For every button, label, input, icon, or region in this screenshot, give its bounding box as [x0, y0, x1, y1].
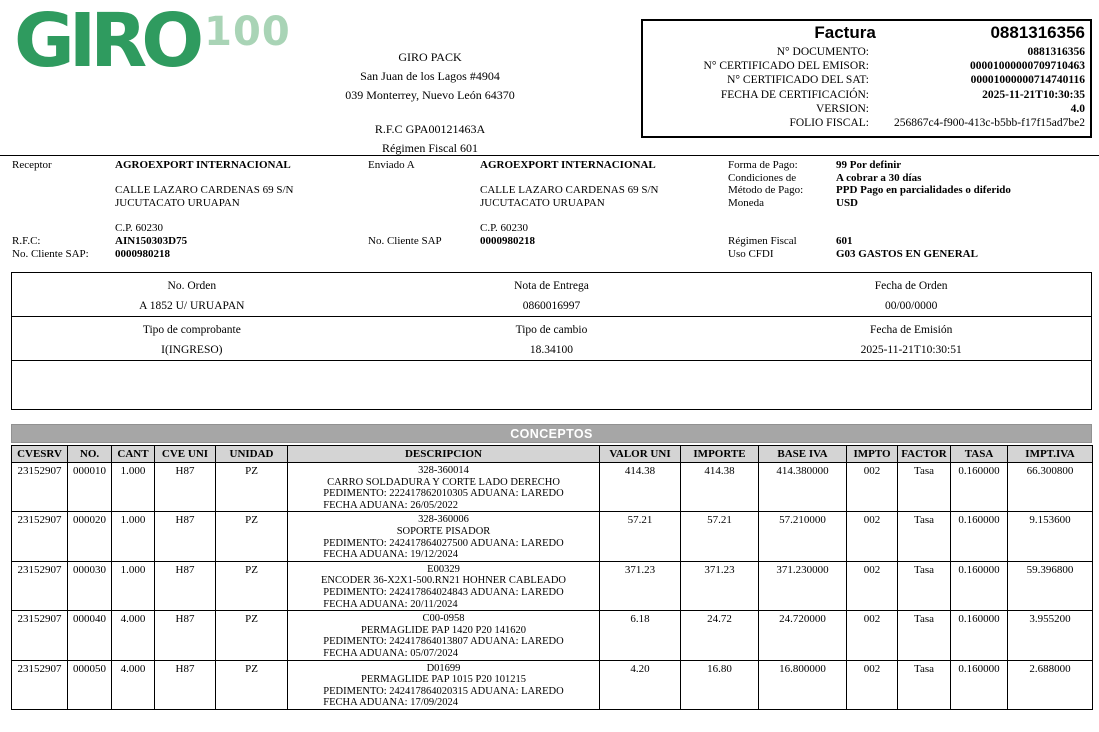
field-value-cert-sat: 00001000000714740116 [970, 74, 1085, 87]
col-header-valor-uni: VALOR UNI [600, 446, 681, 463]
company-logo [14, 0, 291, 84]
enviado-block [368, 159, 730, 248]
col-header-unidad: UNIDAD [216, 446, 288, 463]
field-label-version: VERSION: [815, 102, 869, 115]
invoice-number: 0881316356 [990, 23, 1085, 42]
regimen-fiscal-value: 601 [836, 235, 853, 248]
col-header-cvesrv: CVESRV [12, 446, 68, 463]
desc-code: 328-360014 [418, 465, 469, 476]
cell-tasa: 0.160000 [951, 512, 1008, 561]
conceptos-table [11, 445, 1093, 710]
cell-cvesrv: 23152907 [12, 611, 68, 660]
table-header-row [12, 446, 1093, 463]
desc-code: C00-0958 [422, 613, 465, 625]
desc-fecha-aduana: FECHA ADUANA: 26/05/2022 [323, 499, 459, 511]
uso-cfdi-label: Uso CFDI [728, 247, 774, 260]
cell-unidad: PZ [216, 463, 288, 512]
col-header-cve-uni: CVE UNI [155, 446, 216, 463]
desc-fecha-aduana: FECHA ADUANA: 19/12/2024 [323, 549, 459, 561]
cell-unidad: PZ [216, 660, 288, 709]
cell-base-iva: 24.720000 [759, 611, 847, 660]
moneda-label: Moneda [728, 197, 765, 210]
cell-cvesrv: 23152907 [12, 561, 68, 610]
cell-cant: 1.000 [112, 512, 155, 561]
desc-fecha-aduana: FECHA ADUANA: 05/07/2024 [323, 647, 459, 659]
cell-no: 000050 [68, 660, 112, 709]
field-label-documento: N° DOCUMENTO: [776, 46, 869, 58]
desc-fecha-aduana: FECHA ADUANA: 20/11/2024 [323, 598, 458, 610]
desc-pedimento: PEDIMENTO: 242417864013807 ADUANA: LAREDO [323, 636, 564, 648]
desc-code: E00329 [427, 563, 460, 575]
desc-pedimento: PEDIMENTO: 242417864024843 ADUANA: LAREDO [323, 586, 564, 598]
enviado-address-2: JUCUTACATO URUAPAN [480, 197, 605, 210]
fecha-orden-label: Fecha de Orden [874, 280, 948, 292]
tipo-cambio-value: 18.34100 [529, 344, 574, 356]
receptor-sap: 0000980218 [115, 247, 170, 260]
emitter-info [278, 48, 582, 158]
col-header-importe: IMPORTE [681, 446, 759, 463]
cell-descripcion [288, 611, 600, 660]
cell-impt-iva: 2.688000 [1008, 660, 1093, 709]
receptor-address-1: CALLE LAZARO CARDENAS 69 S/N [115, 184, 294, 197]
emitter-address-2: 039 Monterrey, Nuevo León 64370 [345, 88, 515, 102]
regimen-fiscal-label: Régimen Fiscal [728, 235, 797, 248]
cell-descripcion [288, 660, 600, 709]
cell-cve-uni: H87 [155, 611, 216, 660]
desc-name: CARRO SOLDADURA Y CORTE LADO DERECHO [327, 476, 560, 488]
cell-cve-uni: H87 [155, 660, 216, 709]
cell-valor-uni: 6.18 [600, 611, 681, 660]
table-row [12, 512, 1093, 561]
emitter-name: GIRO PACK [398, 50, 462, 64]
cell-unidad: PZ [216, 512, 288, 561]
field-label-fecha-cert: FECHA DE CERTIFICACIÓN: [720, 88, 869, 101]
invoice-title: Factura [814, 23, 876, 42]
cell-factor: Tasa [898, 561, 951, 610]
cell-descripcion [288, 561, 600, 610]
conceptos-section-title: CONCEPTOS [11, 424, 1092, 443]
desc-code: D01699 [426, 662, 461, 674]
cell-impt-iva: 3.955200 [1008, 611, 1093, 660]
metodo-pago-label: Método de Pago: [728, 184, 804, 197]
desc-code: 328-360006 [418, 514, 469, 526]
desc-name: PERMAGLIDE PAP 1420 P20 141620 [361, 624, 526, 636]
nota-entrega-value: 0860016997 [522, 300, 581, 312]
cell-tasa: 0.160000 [951, 463, 1008, 512]
fecha-emision-value: 2025-11-21T10:30:51 [860, 344, 962, 356]
enviado-sap-label: No. Cliente SAP [368, 235, 442, 248]
table-row [12, 561, 1093, 610]
cell-cvesrv: 23152907 [12, 660, 68, 709]
cell-impt-iva: 66.300800 [1008, 463, 1093, 512]
cell-factor: Tasa [898, 611, 951, 660]
condiciones-label: Condiciones de [728, 171, 797, 184]
table-row [12, 660, 1093, 709]
cell-cvesrv: 23152907 [12, 463, 68, 512]
field-value-fecha-cert: 2025-11-21T10:30:35 [982, 88, 1085, 101]
no-orden-label: No. Orden [167, 280, 217, 292]
cell-impt-iva: 59.396800 [1008, 561, 1093, 610]
tipo-comprobante-label: Tipo de comprobante [142, 324, 241, 336]
cell-impto: 002 [847, 463, 898, 512]
tipo-comprobante-value: I(INGRESO) [161, 344, 223, 356]
cell-valor-uni: 414.38 [600, 463, 681, 512]
desc-name: PERMAGLIDE PAP 1015 P20 101215 [361, 674, 526, 686]
cell-cant: 4.000 [112, 611, 155, 660]
field-value-folio-fiscal: 256867c4-f900-413c-b5bb-f17f15ad7be2 [894, 117, 1085, 130]
metodo-pago-value: PPD Pago en parcialidades o diferido [836, 184, 1011, 197]
invoice-header-box [641, 19, 1092, 138]
order-info-box [11, 272, 1092, 410]
cell-no: 000040 [68, 611, 112, 660]
cell-factor: Tasa [898, 660, 951, 709]
cell-importe: 24.72 [681, 611, 759, 660]
moneda-value: USD [836, 197, 859, 210]
receptor-name: AGROEXPORT INTERNACIONAL [115, 159, 291, 171]
desc-pedimento: PEDIMENTO: 222417862010305 ADUANA: LAREDO [323, 488, 564, 500]
col-header-tasa: TASA [951, 446, 1008, 463]
cell-cvesrv: 23152907 [12, 512, 68, 561]
cell-tasa: 0.160000 [951, 561, 1008, 610]
no-orden-value: A 1852 U/ URUAPAN [139, 300, 245, 312]
field-value-cert-emisor: 00001000000709710463 [970, 60, 1085, 73]
cell-cve-uni: H87 [155, 463, 216, 512]
header-divider-line [0, 155, 1099, 156]
cell-no: 000030 [68, 561, 112, 610]
emitter-rfc: R.F.C GPA00121463A [374, 122, 486, 136]
cell-valor-uni: 371.23 [600, 561, 681, 610]
col-header-factor: FACTOR [898, 446, 951, 463]
condiciones-value: A cobrar a 30 días [836, 171, 922, 184]
emitter-address-1: San Juan de los Lagos #4904 [360, 69, 500, 83]
desc-pedimento: PEDIMENTO: 242417864020315 ADUANA: LAREDO [323, 685, 564, 697]
cell-base-iva: 414.380000 [759, 463, 847, 512]
field-label-folio-fiscal: FOLIO FISCAL: [789, 117, 869, 130]
forma-pago-label: Forma de Pago: [728, 159, 798, 171]
table-row [12, 463, 1093, 512]
col-header-base-iva: BASE IVA [759, 446, 847, 463]
cell-tasa: 0.160000 [951, 660, 1008, 709]
receptor-label: Receptor [12, 159, 52, 171]
field-value-documento: 0881316356 [1027, 46, 1085, 58]
cell-impt-iva: 9.153600 [1008, 512, 1093, 561]
cell-descripcion [288, 463, 600, 512]
cell-importe: 57.21 [681, 512, 759, 561]
cell-importe: 16.80 [681, 660, 759, 709]
forma-pago-value: 99 Por definir [836, 159, 902, 171]
receptor-sap-label: No. Cliente SAP: [12, 247, 89, 260]
desc-name: SOPORTE PISADOR [396, 525, 491, 537]
fecha-emision-label: Fecha de Emisión [869, 324, 953, 336]
logo-giro-text: GIRO [14, 0, 199, 84]
receptor-rfc: AIN150303D75 [115, 235, 188, 248]
cell-impto: 002 [847, 660, 898, 709]
cell-descripcion [288, 512, 600, 561]
col-header-no: NO. [68, 446, 112, 463]
cell-base-iva: 371.230000 [759, 561, 847, 610]
desc-fecha-aduana: FECHA ADUANA: 17/09/2024 [323, 697, 459, 709]
receptor-cp: C.P. 60230 [115, 222, 163, 235]
cell-base-iva: 16.800000 [759, 660, 847, 709]
col-header-cant: CANT [112, 446, 155, 463]
enviado-sap: 0000980218 [480, 235, 535, 248]
field-label-cert-sat: N° CERTIFICADO DEL SAT: [727, 74, 869, 87]
cell-no: 000020 [68, 512, 112, 561]
cell-no: 000010 [68, 463, 112, 512]
receptor-rfc-label: R.F.C: [12, 235, 41, 248]
cell-valor-uni: 4.20 [600, 660, 681, 709]
uso-cfdi-value: G03 GASTOS EN GENERAL [836, 247, 978, 260]
receptor-address-2: JUCUTACATO URUAPAN [115, 197, 240, 210]
desc-pedimento: PEDIMENTO: 242417864027500 ADUANA: LAREDO [323, 537, 564, 549]
cell-cant: 1.000 [112, 463, 155, 512]
cell-base-iva: 57.210000 [759, 512, 847, 561]
cell-impto: 002 [847, 512, 898, 561]
cell-tasa: 0.160000 [951, 611, 1008, 660]
cell-impto: 002 [847, 561, 898, 610]
field-value-version: 4.0 [1070, 102, 1085, 115]
cell-importe: 371.23 [681, 561, 759, 610]
receptor-block [12, 159, 365, 261]
enviado-label: Enviado A [368, 159, 415, 171]
nota-entrega-label: Nota de Entrega [514, 280, 589, 292]
cell-importe: 414.38 [681, 463, 759, 512]
tipo-cambio-label: Tipo de cambio [515, 324, 588, 336]
cell-factor: Tasa [898, 463, 951, 512]
cell-cant: 1.000 [112, 561, 155, 610]
cell-cant: 4.000 [112, 660, 155, 709]
cell-impto: 002 [847, 611, 898, 660]
table-row [12, 611, 1093, 660]
field-label-cert-emisor: N° CERTIFICADO DEL EMISOR: [703, 60, 869, 73]
emitter-regimen: Régimen Fiscal 601 [382, 141, 478, 155]
cell-cve-uni: H87 [155, 512, 216, 561]
cell-unidad: PZ [216, 611, 288, 660]
cell-cve-uni: H87 [155, 561, 216, 610]
cell-factor: Tasa [898, 512, 951, 561]
enviado-address-1: CALLE LAZARO CARDENAS 69 S/N [480, 184, 659, 197]
enviado-cp: C.P. 60230 [480, 222, 528, 235]
cell-valor-uni: 57.21 [600, 512, 681, 561]
col-header-descripcion: DESCRIPCION [288, 446, 600, 463]
payment-block [728, 159, 1094, 261]
col-header-impt-iva: IMPT.IVA [1008, 446, 1093, 463]
cell-unidad: PZ [216, 561, 288, 610]
logo-100-badge: 100 [204, 9, 291, 55]
desc-name: ENCODER 36-X2X1-500.RN21 HOHNER CABLEADO [321, 575, 566, 587]
fecha-orden-value: 00/00/0000 [884, 300, 938, 312]
col-header-impto: IMPTO [847, 446, 898, 463]
enviado-name: AGROEXPORT INTERNACIONAL [480, 159, 656, 171]
